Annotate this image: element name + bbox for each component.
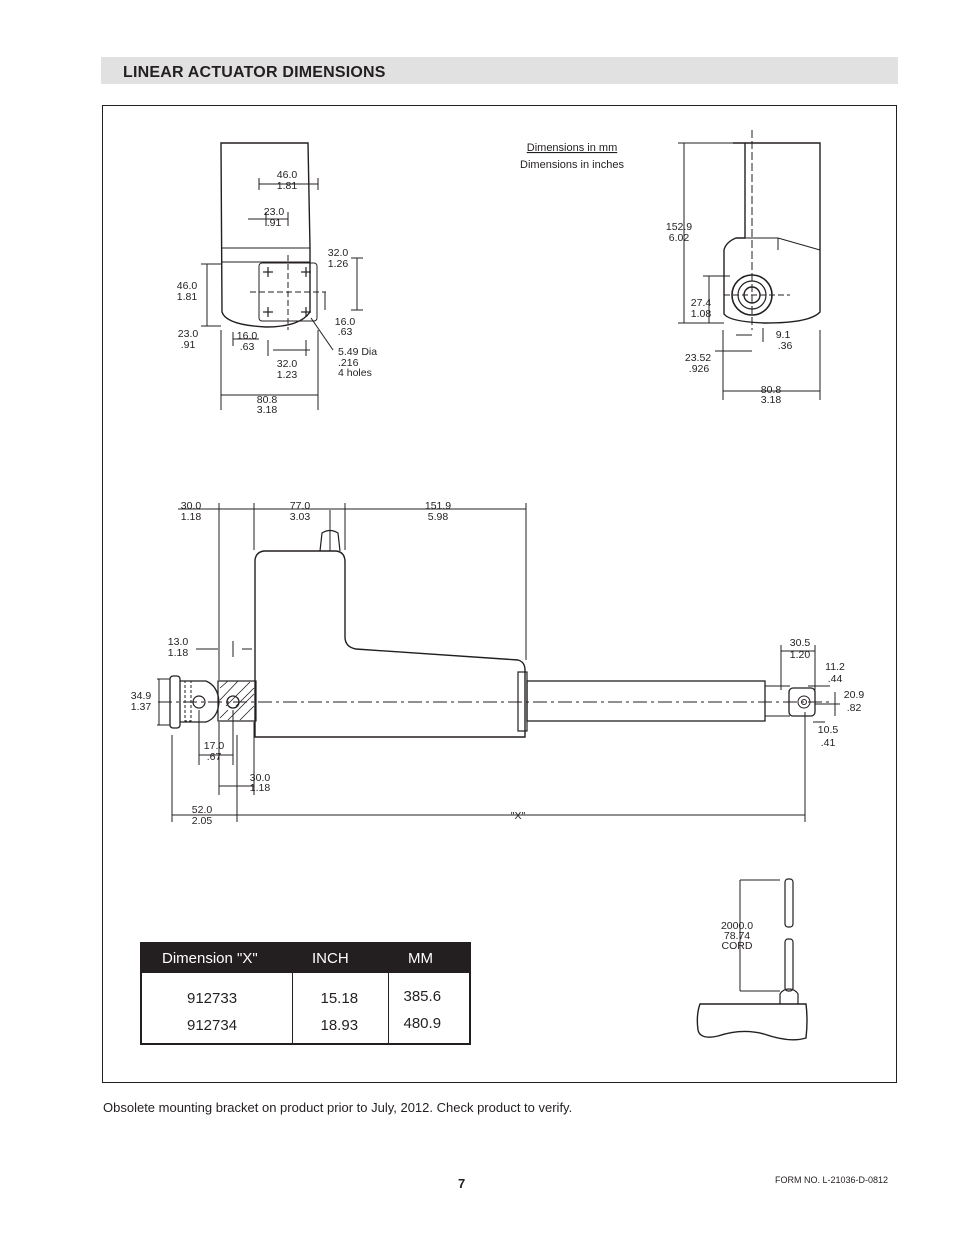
dim-housing-width-mm: 77.0 xyxy=(289,500,311,512)
dim-motor-offset-in: 1.18 xyxy=(180,511,202,523)
section-title: LINEAR ACTUATOR DIMENSIONS xyxy=(123,64,386,81)
dim-bracket-inset-mm: 13.0 xyxy=(167,636,189,648)
dim-side-offset-mm: 9.1 xyxy=(775,329,791,341)
dim-width-top-in: 1.81 xyxy=(276,180,298,192)
cord-outline xyxy=(697,879,807,1040)
table-cell-inch xyxy=(292,973,388,1044)
table-header-dimension: Dimension "X" xyxy=(141,943,292,973)
dim-cord-length-mm: 2000.0 xyxy=(720,920,754,932)
table-header-row xyxy=(141,943,470,973)
mm-912734: 480.9 xyxy=(403,1015,442,1032)
dim-side-height-in: 6.02 xyxy=(668,232,690,244)
dim-offset-right-mm: 16.0 xyxy=(334,316,356,328)
dim-side-width-in: 3.18 xyxy=(760,394,782,406)
dim-center-width-in: .926 xyxy=(688,363,710,375)
table-cell-mm xyxy=(388,973,470,1044)
dim-hole-spacing-h-in: 1.23 xyxy=(276,369,298,381)
table-row xyxy=(141,973,470,1044)
dim-rod-end-length-in: 1.20 xyxy=(789,649,811,661)
page-number: 7 xyxy=(458,1176,466,1191)
dim-offset-left-mm: 16.0 xyxy=(236,330,258,342)
dim-half-width-top-in: .91 xyxy=(266,217,282,229)
dimension-x-table xyxy=(140,942,471,1045)
table-cell-models xyxy=(141,973,292,1044)
dim-rod-end-center-in: .41 xyxy=(820,737,836,749)
table-header-mm: MM xyxy=(388,943,470,973)
dim-side-width-mm: 80.8 xyxy=(760,384,782,396)
dim-half-width-top-mm: 23.0 xyxy=(263,206,285,218)
dim-housing-width-in: 3.03 xyxy=(289,511,311,523)
dim-width-top-mm: 46.0 xyxy=(276,169,298,181)
dim-offset-left-in: .63 xyxy=(239,341,255,353)
dim-body-length-mm: 151.9 xyxy=(424,500,452,512)
dim-hole-spacing-v-in: 1.26 xyxy=(327,258,349,270)
dim-hole-count: 4 holes xyxy=(338,367,372,379)
dim-hole-dia-mm: 5.49 Dia xyxy=(338,346,378,358)
dim-rod-end-hole-in: .44 xyxy=(827,673,843,685)
dim-start-offset-in: 2.05 xyxy=(191,815,213,827)
dim-bracket-height-in: 1.37 xyxy=(130,701,152,713)
dim-stroke-x: "X" xyxy=(510,810,526,822)
dim-bracket-offset-mm: 17.0 xyxy=(203,740,225,752)
inch-912734: 18.93 xyxy=(320,1017,359,1034)
dim-hole-dia-in: .216 xyxy=(338,357,359,369)
model-912733: 912733 xyxy=(187,990,238,1007)
inch-912733: 15.18 xyxy=(320,990,359,1007)
dim-center-width-mm: 23.52 xyxy=(684,352,712,364)
dim-cord-label: CORD xyxy=(721,940,753,952)
model-912734: 912734 xyxy=(187,1017,238,1034)
dim-rod-end-dia-in: .82 xyxy=(846,702,862,714)
dim-bracket-offset-in: .67 xyxy=(206,751,222,763)
dim-rod-end-center-mm: 10.5 xyxy=(817,724,839,736)
dim-center-height-mm: 27.4 xyxy=(690,297,712,309)
dim-left-height-in: 1.81 xyxy=(176,291,198,303)
dim-front-width-mm: 80.8 xyxy=(256,394,278,406)
dim-cord-length-in: 78.74 xyxy=(723,930,751,942)
dim-bracket-width-in: 1.18 xyxy=(249,782,271,794)
dim-bracket-height-mm: 34.9 xyxy=(130,690,152,702)
dim-side-offset-in: .36 xyxy=(777,340,793,352)
dim-hole-spacing-h-mm: 32.0 xyxy=(276,358,298,370)
dim-center-height-in: 1.08 xyxy=(690,308,712,320)
dim-body-length-in: 5.98 xyxy=(427,511,449,523)
dim-bracket-width-mm: 30.0 xyxy=(249,772,271,784)
dim-start-offset-mm: 52.0 xyxy=(191,804,213,816)
table-header-inch: INCH xyxy=(292,943,388,973)
form-number: FORM NO. L-21036-D-0812 xyxy=(775,1175,889,1185)
dim-side-height-mm: 152.9 xyxy=(665,221,693,233)
dim-hole-spacing-v-mm: 32.0 xyxy=(327,247,349,259)
dim-motor-offset-mm: 30.0 xyxy=(180,500,202,512)
dim-left-height-mm: 46.0 xyxy=(176,280,198,292)
dim-rod-end-hole-mm: 11.2 xyxy=(825,661,845,673)
dim-left-half-in: .91 xyxy=(180,339,196,351)
dim-rod-end-length-mm: 30.5 xyxy=(789,637,811,649)
dim-front-width-in: 3.18 xyxy=(256,404,278,416)
dim-bracket-inset-in: 1.18 xyxy=(167,647,189,659)
legend-inches: Dimensions in inches xyxy=(520,159,624,171)
dim-left-half-mm: 23.0 xyxy=(177,328,199,340)
dim-offset-right-in: .63 xyxy=(337,326,353,338)
legend-mm: Dimensions in mm xyxy=(526,142,618,154)
dim-rod-end-dia-mm: 20.9 xyxy=(843,689,865,701)
footnote: Obsolete mounting bracket on product prior to July, 2012. Check product to verify. xyxy=(103,1100,573,1115)
mm-912733: 385.6 xyxy=(403,988,442,1005)
